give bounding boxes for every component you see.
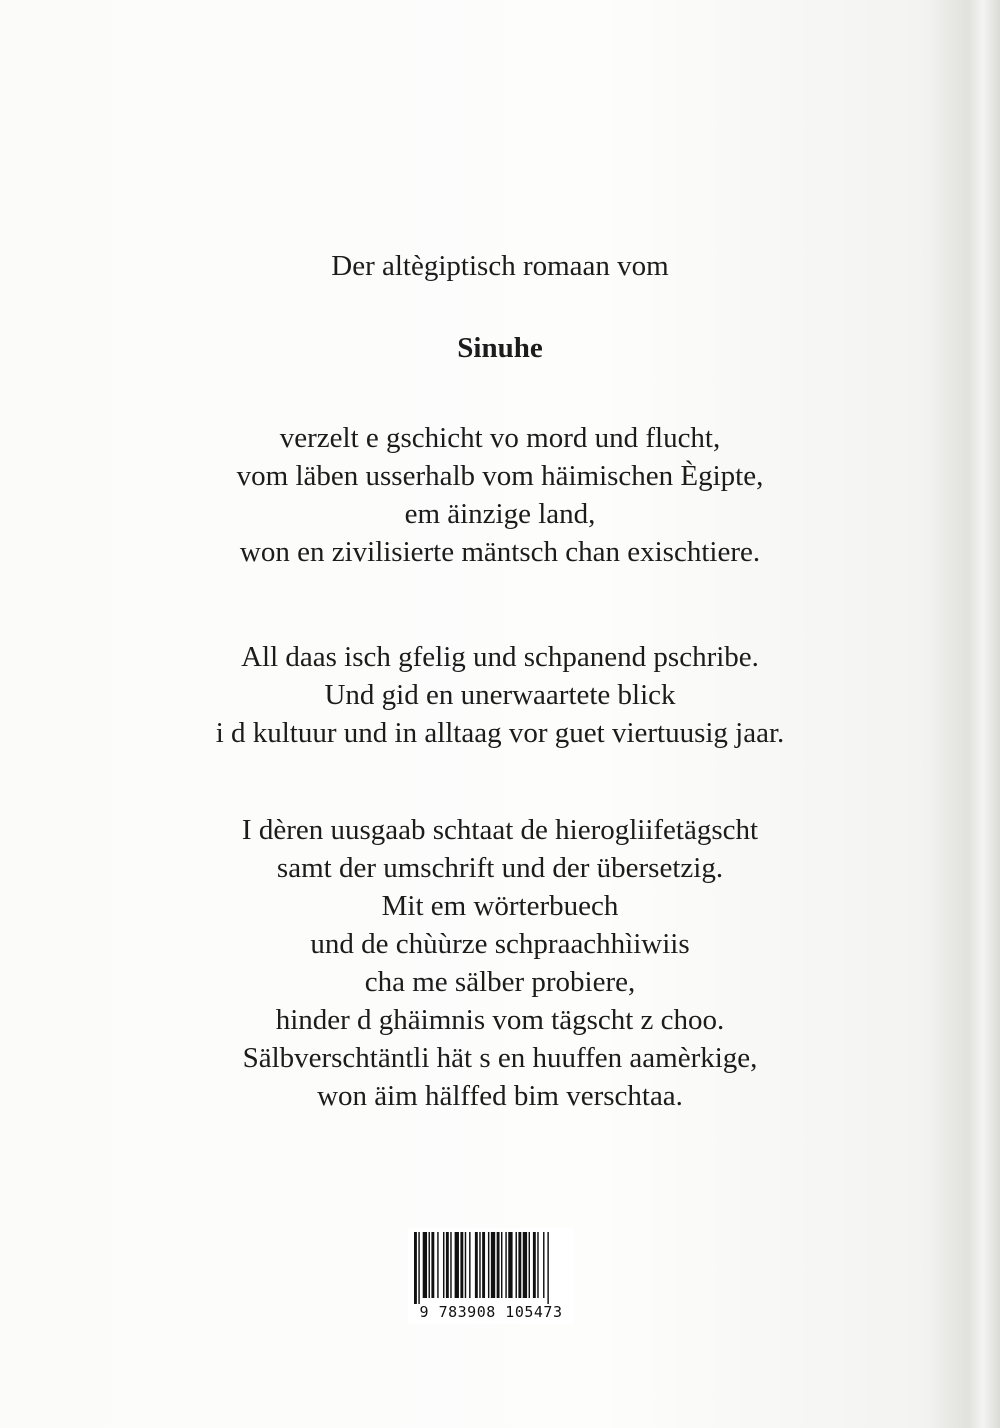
barcode-bar (508, 1232, 512, 1298)
barcode-bar (431, 1232, 434, 1298)
barcode-bar (455, 1232, 459, 1298)
barcode-bar (475, 1232, 478, 1298)
barcode-bar (516, 1232, 517, 1298)
paragraph-line: won äim hälffed bim verschtaa. (317, 1080, 683, 1112)
paragraph-line: hinder d ghäimnis vom tägscht z choo. (275, 1004, 725, 1036)
barcode-bar (547, 1232, 548, 1304)
book-title: Sinuhe (457, 332, 543, 364)
paragraph-line: I dèren uusgaab schtaat de hierogliifetägscht (241, 814, 759, 846)
barcode-bar (537, 1232, 538, 1298)
barcode-bar (429, 1232, 430, 1298)
barcode-bar (465, 1232, 466, 1298)
paragraph-line: em äinzige land, (404, 498, 596, 530)
paragraph-line: samt der umschrift und der übersetzig. (276, 852, 724, 884)
barcode-bar (443, 1232, 444, 1298)
barcode-bar (482, 1232, 485, 1298)
paragraph-1 (0, 419, 1000, 571)
paragraph-line: Mit em wörterbuech (381, 890, 619, 922)
barcode-bar (450, 1232, 451, 1298)
paragraph-line: Sälbverschtäntli hät s en huuffen aamèrkige, (242, 1042, 758, 1074)
barcode-bar (529, 1232, 530, 1298)
isbn-barcode (408, 1228, 574, 1324)
barcode-bar (523, 1232, 527, 1298)
paragraph-line: won en zivilisierte mäntsch chan exischtiere. (239, 536, 761, 568)
barcode-bar (543, 1232, 544, 1298)
barcode-bar (501, 1232, 502, 1298)
isbn-number: 9 783908 105473 (419, 1303, 563, 1321)
barcode-bar (437, 1232, 438, 1298)
paragraph-3 (0, 811, 1000, 1115)
barcode-bar (414, 1232, 417, 1304)
barcode-bar (488, 1232, 489, 1298)
paragraph-line: All daas isch gfelig und schpanend pschribe. (241, 641, 759, 673)
barcode-bar (418, 1232, 419, 1304)
barcode-bar (497, 1232, 500, 1298)
paragraph-line: Und gid en unerwaartete blick (324, 679, 676, 711)
barcode-bar (460, 1232, 463, 1298)
barcode-bar (423, 1232, 427, 1298)
paragraph-line: i d kultuur und in alltaag vor guet viertuusig jaar. (215, 717, 785, 749)
barcode-bar (518, 1232, 521, 1298)
barcode-bar (505, 1232, 506, 1298)
barcode-bar (469, 1232, 470, 1298)
paragraph-line: cha me sälber probiere, (364, 966, 636, 998)
barcode-bar (533, 1232, 536, 1298)
paragraph-line: und de chùùrze schpraachhìiwiis (310, 928, 690, 960)
barcode-bar (446, 1232, 449, 1298)
paragraph-line: verzelt e gschicht vo mord und flucht, (279, 422, 721, 454)
barcode-bar (479, 1232, 480, 1298)
paragraph-2 (0, 638, 1000, 752)
intro-text: Der altègiptisch romaan vom (331, 250, 669, 282)
barcode-bar (491, 1232, 495, 1298)
intro-line (0, 247, 1000, 285)
paragraph-line: vom läben usserhalb vom häimischen Ègipte, (236, 460, 764, 492)
